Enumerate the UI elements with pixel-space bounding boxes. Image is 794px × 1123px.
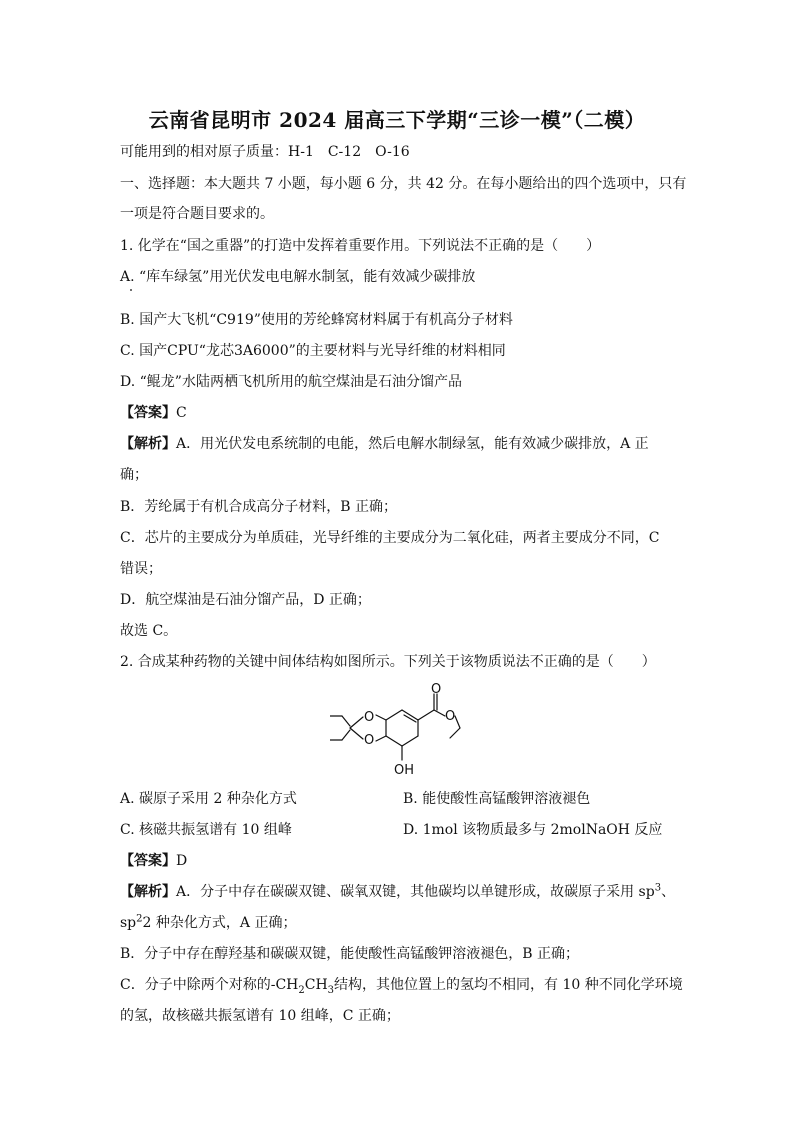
section-intro-line1: 一、选择题：本大题共 7 小题，每小题 6 分，共 42 分。在每小题给出的四个选项中，只有 [120,176,687,192]
q1-answer-value: C [176,405,187,421]
q2-analysis-a-sep: 、 [661,884,676,900]
q1-analysis-line5: 错误； [120,561,162,577]
q1-option-d: D. “鲲龙”水陆两栖飞机所用的航空煤油是石油分馏产品 [120,374,462,390]
q2-answer-label: 【答案】 [120,853,176,869]
q2-analysis-line2 [120,913,296,933]
q1-analysis-line7: 故选 C。 [120,623,178,639]
carbonyl-oxygen-label: O [431,682,442,697]
q2-answer-value: D [176,853,188,869]
q1-analysis-text: A．用光伏发电系统制的电能，然后电解水制绿氢，能有效减少碳排放，A 正 [176,436,649,452]
sp2-base: sp [120,915,137,931]
q1-answer-label: 【答案】 [120,405,176,421]
ring-oxygen-label-1: O [364,710,375,725]
stray-dot [130,289,132,291]
q2-analysis-a-text: A．分子中存在碳碳双键、碳氧双键，其他碳均以单键形成，故碳原子采用 sp [176,884,655,900]
q2-analysis-line1 [120,882,675,902]
q2-analysis-line5: 的氢，故核磁共振氢谱有 10 组峰，C 正确； [120,1008,400,1024]
ring-oxygen-label-2: O [364,733,375,748]
q2-answer [120,851,187,871]
q1-answer [120,403,187,423]
q2-analysis-line4 [120,975,683,995]
q2-option-a: A. 碳原子采用 2 种杂化方式 [120,791,297,807]
q1-analysis-label: 【解析】 [120,436,176,452]
q1-option-c: C. 国产CPU“龙芯3A6000”的主要材料与光导纤维的材料相同 [120,343,506,359]
q1-analysis-line6: D．航空煤油是石油分馏产品，D 正确； [120,592,371,608]
ch3-subscript: 3 [327,984,335,996]
section-intro-line2: 一项是符合题目要求的。 [120,206,274,222]
q2-analysis-a-end: 2 种杂化方式，A 正确； [142,915,297,931]
atomic-masses: 可能用到的相对原子质量：H-1 C-12 O-16 [120,144,410,160]
page-title: 云南省昆明市 2024 届高三下学期“三诊一模”（二模） [148,108,646,132]
hydroxyl-label: OH [394,763,415,778]
q2-stem: 2. 合成某种药物的关键中间体结构如图所示。下列关于该物质说法不正确的是（ ） [120,654,656,670]
q1-analysis-line2: 确； [120,467,148,483]
q1-stem: 1. 化学在“国之重器”的打造中发挥着重要作用。下列说法不正确的是（ ） [120,238,601,254]
molecule-structure [330,680,470,780]
q2-analysis-c-text: C．分子中除两个对称的-CH [120,977,299,993]
ester-oxygen-label: O [445,709,456,724]
q2-option-b: B. 能使酸性高锰酸钾溶液褪色 [403,791,591,807]
sp3-superscript: 3 [654,882,662,894]
q2-analysis-label: 【解析】 [120,884,176,900]
q1-option-b: B. 国产大飞机“C919”使用的芳纶蜂窝材料属于有机高分子材料 [120,312,513,328]
q2-option-c: C. 核磁共振氢谱有 10 组峰 [120,822,292,838]
q2-analysis-line3: B．分子中存在醇羟基和碳碳双键，能使酸性高锰酸钾溶液褪色，B 正确； [120,946,580,962]
q1-analysis-line3: B．芳纶属于有机合成高分子材料，B 正确； [120,499,398,515]
ch3-base: CH [304,977,328,993]
q2-analysis-c-rest: 结构，其他位置上的氢均不相同，有 10 种不同化学环境 [334,977,683,993]
q1-option-a: A. “库车绿氢”用光伏发电电解水制氢，能有效减少碳排放 [120,269,476,285]
sp2-superscript: 2 [136,913,143,925]
q1-analysis-line1 [120,434,649,454]
q2-option-d: D. 1mol 该物质最多与 2molNaOH 反应 [403,822,663,838]
q1-analysis-line4: C．芯片的主要成分为单质硅，光导纤维的主要成分为二氧化硅，两者主要成分不同，C [120,530,660,546]
ch2-subscript: 2 [298,984,305,996]
